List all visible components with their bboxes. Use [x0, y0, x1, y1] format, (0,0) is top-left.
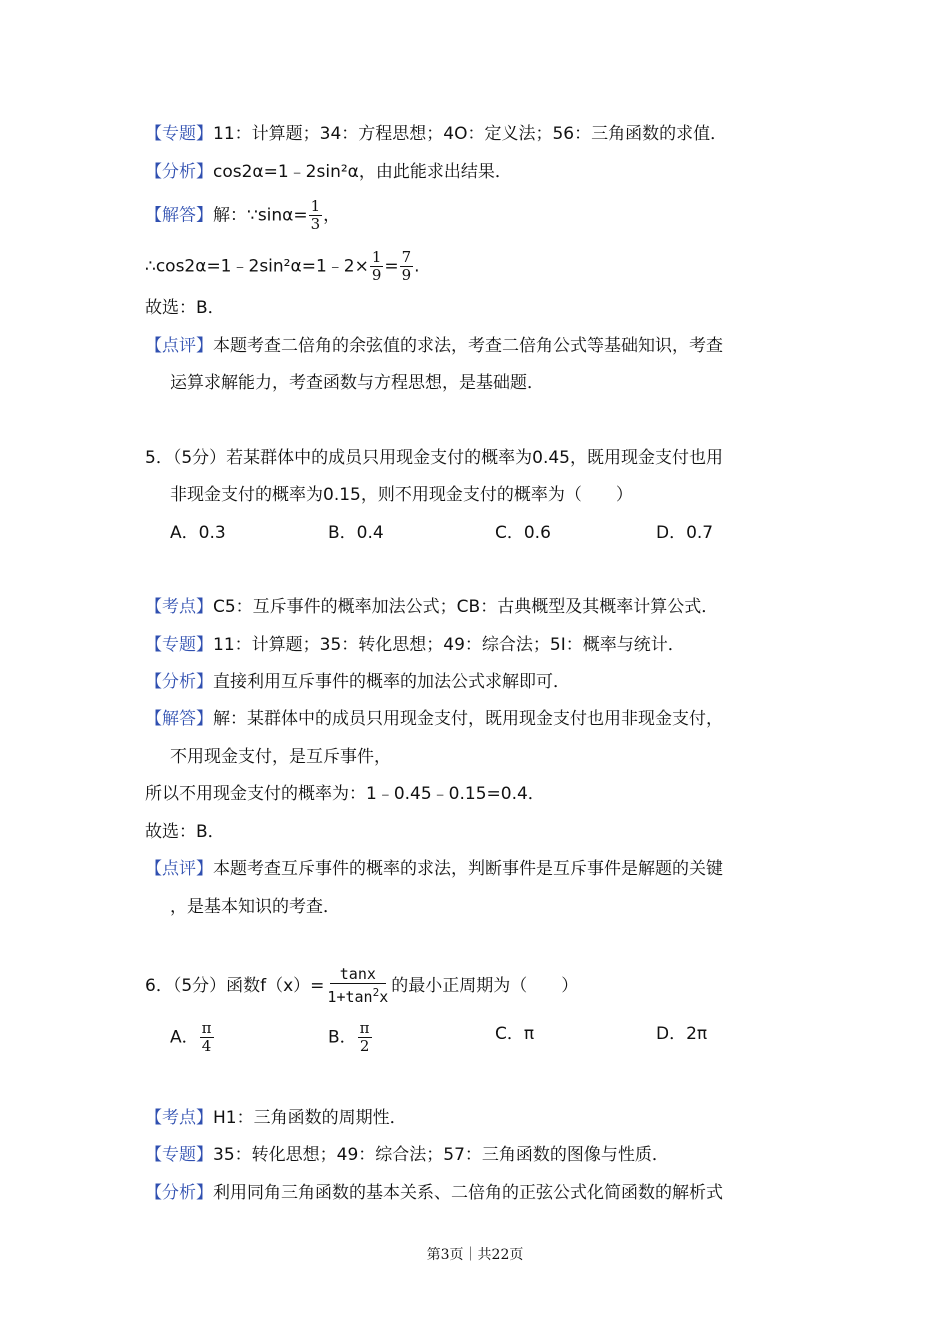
guxuan-line-1: 故选：B． [145, 298, 225, 318]
dianping-tag: 【点评】 [145, 336, 213, 356]
dianping-line-2 [145, 857, 723, 881]
dianping-text: 本题考查互斥事件的概率的求法，判断事件是互斥事件是解题的关键 [213, 859, 723, 879]
zhuanti-tag: 【专题】 [145, 635, 213, 655]
jieda-line-1: 【解答】解：∵sinα= $\frac{1}{3}$ ， [145, 197, 341, 233]
q5-option-a: A．0.3 [170, 523, 226, 543]
fenxi-line-1 [145, 160, 512, 184]
fraction-seven-ninths: $\frac{7}{9}$ [401, 248, 412, 284]
question-6-suffix: 的最小正周期为（ ） [391, 976, 579, 996]
zhuanti-text: 11：计算题；34：方程思想；4O：定义法；56：三角函数的求值． [213, 124, 728, 144]
fraction-pi-over-2: $\frac{\pi}{2}$ [359, 1019, 370, 1055]
zhuanti-line-3 [145, 1143, 669, 1167]
page-footer: 第3页｜共22页 [426, 1247, 524, 1263]
q6-option-b: B． $\frac{\pi}{2}$ [328, 1019, 370, 1055]
fenxi-text: 直接利用互斥事件的概率的加法公式求解即可． [213, 672, 570, 692]
jieda-tag: 【解答】 [145, 205, 213, 226]
kaodian-tag: 【考点】 [145, 1108, 213, 1128]
fenxi-tag: 【分析】 [145, 162, 213, 182]
q6-option-d: D．2π [656, 1024, 708, 1044]
calc-line: ∴cos2α=1﹣2sin²α=1﹣2× $\frac{1}{9}$ = $\frac{7}{9}$ . [145, 248, 420, 284]
fenxi-line-3 [145, 1181, 723, 1205]
q5-option-d: D．0.7 [656, 523, 714, 543]
kaodian-text: H1：三角函数的周期性． [213, 1108, 407, 1128]
guxuan-line-2: 故选：B． [145, 822, 225, 842]
q6-option-c: C．π [495, 1024, 535, 1044]
zhuanti-tag: 【专题】 [145, 124, 213, 144]
fenxi-tag: 【分析】 [145, 672, 213, 692]
dianping-line-2b: ，是基本知识的考查． [170, 897, 340, 917]
fenxi-text: 利用同角三角函数的基本关系、二倍角的正弦公式化简函数的解析式 [213, 1183, 723, 1203]
jieda-line-2c: 所以不用现金支付的概率为：1﹣0.45﹣0.15=0.4． [145, 784, 545, 804]
fraction-one-ninth: $\frac{1}{9}$ [371, 248, 382, 284]
question-6-line [145, 966, 578, 1006]
kaodian-line-3 [145, 1106, 407, 1130]
q5-option-b: B．0.4 [328, 523, 384, 543]
question-6-prefix: 6．（5分）函数f（x）= [145, 976, 325, 996]
function-fraction: $\frac{\tan x}{1+\tan^2x}$ [327, 965, 389, 1006]
dianping-text: 本题考查二倍角的余弦值的求法，考查二倍角公式等基础知识，考查 [213, 336, 723, 356]
kaodian-tag: 【考点】 [145, 597, 213, 617]
jieda-tag: 【解答】 [145, 709, 213, 729]
dianping-line-1b: 运算求解能力，考查函数与方程思想，是基础题． [170, 373, 544, 393]
kaodian-text: C5：互斥事件的概率加法公式；CB：古典概型及其概率计算公式． [213, 597, 719, 617]
fenxi-line-2 [145, 670, 570, 694]
zhuanti-text: 35：转化思想；49：综合法；57：三角函数的图像与性质． [213, 1145, 669, 1165]
fraction-pi-over-4: $\frac{\pi}{4}$ [201, 1019, 212, 1055]
jieda-line-2 [145, 707, 723, 731]
dianping-line-1 [145, 334, 723, 358]
jieda-line-2b: 不用现金支付，是互斥事件， [170, 747, 391, 767]
zhuanti-line-1 [145, 122, 727, 146]
jieda-text: 解：∵sinα= [213, 205, 308, 226]
jieda-text: 解：某群体中的成员只用现金支付，既用现金支付也用非现金支付， [213, 709, 723, 729]
question-5-line-2: 非现金支付的概率为0.15，则不用现金支付的概率为（ ） [170, 485, 633, 505]
q6-option-a: A． $\frac{\pi}{4}$ [170, 1019, 212, 1055]
kaodian-line-2 [145, 595, 718, 619]
zhuanti-text: 11：计算题；35：转化思想；49：综合法；5I：概率与统计． [213, 635, 685, 655]
fraction-one-third: $\frac{1}{3}$ [310, 197, 321, 233]
q5-option-c: C．0.6 [495, 523, 551, 543]
question-5-line-1: 5．（5分）若某群体中的成员只用现金支付的概率为0.45，既用现金支付也用 [145, 448, 723, 468]
zhuanti-line-2 [145, 633, 685, 657]
fenxi-tag: 【分析】 [145, 1183, 213, 1203]
dianping-tag: 【点评】 [145, 859, 213, 879]
fenxi-text: cos2α=1﹣2sin²α，由此能求出结果． [213, 162, 512, 182]
zhuanti-tag: 【专题】 [145, 1145, 213, 1165]
calc-text: ∴cos2α=1﹣2sin²α=1﹣2× [145, 256, 369, 277]
